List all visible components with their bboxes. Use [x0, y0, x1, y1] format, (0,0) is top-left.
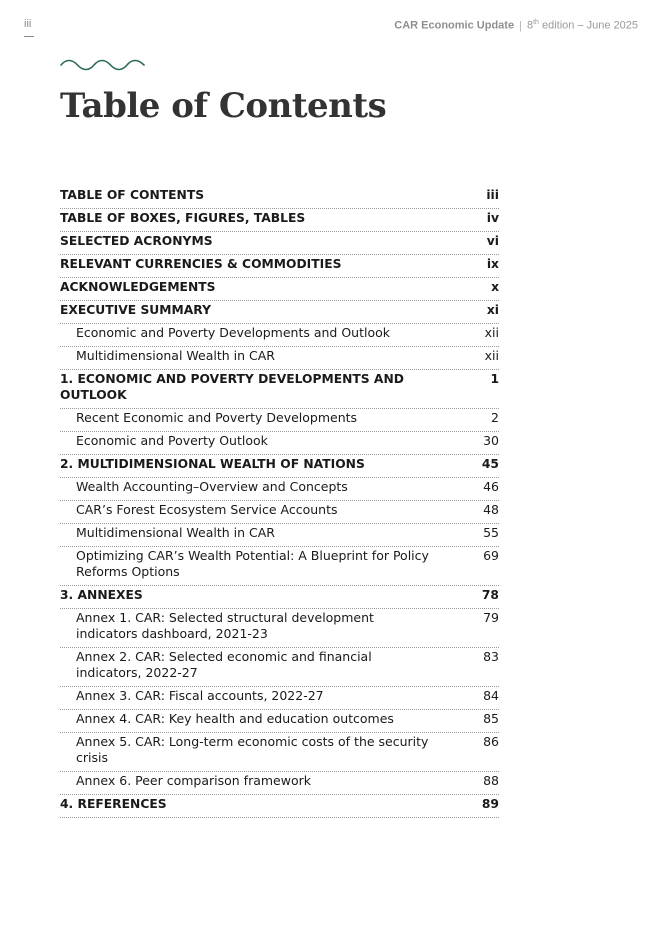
toc-entry[interactable] — [60, 209, 499, 232]
toc-entry-page: 85 — [483, 711, 499, 726]
toc-entry[interactable] — [60, 347, 499, 370]
toc-entry-page: 89 — [481, 797, 499, 811]
publication-title: CAR Economic Update — [394, 19, 515, 32]
toc-entry-page: 86 — [483, 734, 499, 749]
toc-entry[interactable] — [60, 301, 499, 324]
toc-entry[interactable] — [60, 772, 499, 795]
header-separator: | — [519, 19, 522, 32]
toc-entry-label: ACKNOWLEDGEMENTS — [60, 280, 216, 294]
toc-entry-label: TABLE OF CONTENTS — [60, 188, 205, 202]
toc-entry-page: 84 — [483, 688, 499, 703]
toc-entry-label: Optimizing CAR’s Wealth Potential: A Blueprint for Policy Reforms Options — [76, 548, 429, 579]
toc-entry-label: Wealth Accounting–Overview and Concepts — [76, 479, 348, 494]
edition-date: edition – June 2025 — [538, 19, 638, 32]
toc-entry-page: xi — [486, 303, 499, 317]
toc-entry-page: xii — [484, 325, 499, 340]
toc-entry-page: iii — [486, 188, 499, 202]
toc-entry-label: Economic and Poverty Developments and Outlook — [76, 325, 391, 340]
toc-entry[interactable] — [60, 609, 499, 648]
toc-entry-label: 2. MULTIDIMENSIONAL WEALTH OF NATIONS — [60, 457, 365, 471]
toc-entry[interactable] — [60, 370, 499, 409]
toc-entry[interactable] — [60, 255, 499, 278]
toc-entry[interactable] — [60, 547, 499, 586]
toc-entry[interactable] — [60, 186, 499, 209]
toc-entry-label: RELEVANT CURRENCIES & COMMODITIES — [60, 257, 342, 271]
toc-entry[interactable] — [60, 278, 499, 301]
toc-entry-page: 69 — [483, 548, 499, 563]
toc-entry-label: 4. REFERENCES — [60, 797, 167, 811]
toc-entry-page: x — [491, 280, 499, 294]
toc-entry[interactable] — [60, 409, 499, 432]
toc-entry-label: Annex 4. CAR: Key health and education outcomes — [76, 711, 394, 726]
toc-entry-page: 48 — [483, 502, 499, 517]
toc-entry-page: xii — [484, 348, 499, 363]
toc-entry-page: 30 — [483, 433, 499, 448]
toc-entry[interactable] — [60, 648, 499, 687]
toc-entry-label: EXECUTIVE SUMMARY — [60, 303, 211, 317]
toc-entry[interactable] — [60, 324, 499, 347]
page-title: Table of Contents — [60, 86, 387, 126]
toc-entry-label: 1. ECONOMIC AND POVERTY DEVELOPMENTS AND OUTLOOK — [60, 372, 404, 402]
toc-entry[interactable] — [60, 687, 499, 710]
toc-entry[interactable] — [60, 795, 499, 818]
toc-entry-label: Multidimensional Wealth in CAR — [76, 348, 275, 363]
toc-entry-page: 2 — [491, 410, 499, 425]
toc-entry[interactable] — [60, 524, 499, 547]
toc-entry[interactable] — [60, 432, 499, 455]
edition-ordinal: th — [533, 19, 539, 26]
toc-entry-label: TABLE OF BOXES, FIGURES, TABLES — [60, 211, 306, 225]
toc-entry[interactable] — [60, 501, 499, 524]
toc-entry[interactable] — [60, 586, 499, 609]
toc-entry-page: 55 — [483, 525, 499, 540]
toc-entry-label: Annex 1. CAR: Selected structural development indicators dashboard, 2021-23 — [76, 610, 374, 641]
toc-entry-page: 45 — [481, 457, 499, 471]
toc-entry-label: Economic and Poverty Outlook — [76, 433, 268, 448]
toc-entry-label: 3. ANNEXES — [60, 588, 143, 602]
toc-entry-label: Recent Economic and Poverty Developments — [76, 410, 358, 425]
toc-entry-page: ix — [486, 257, 499, 271]
edition-number: 8 — [526, 19, 534, 32]
toc-entry-page: 46 — [483, 479, 499, 494]
toc-entry-label: Annex 5. CAR: Long-term economic costs of the security crisis — [76, 734, 429, 765]
toc-entry[interactable] — [60, 710, 499, 733]
wave-ornament-icon — [60, 58, 146, 72]
toc-entry-page: 1 — [490, 372, 499, 386]
table-of-contents — [60, 186, 499, 818]
toc-entry-page: iv — [486, 211, 499, 225]
toc-entry-page: 78 — [481, 588, 499, 602]
page-number: iii — [24, 18, 32, 30]
toc-entry-label: Multidimensional Wealth in CAR — [76, 525, 275, 540]
toc-entry-label: Annex 3. CAR: Fiscal accounts, 2022-27 — [76, 688, 324, 703]
toc-entry[interactable] — [60, 733, 499, 772]
toc-entry-label: SELECTED ACRONYMS — [60, 234, 213, 248]
toc-entry-page: vi — [486, 234, 499, 248]
toc-entry-page: 88 — [483, 773, 499, 788]
toc-entry[interactable] — [60, 455, 499, 478]
toc-entry[interactable] — [60, 478, 499, 501]
toc-entry-page: 79 — [483, 610, 499, 625]
toc-entry-label: CAR’s Forest Ecosystem Service Accounts — [76, 502, 338, 517]
toc-entry[interactable] — [60, 232, 499, 255]
page-number-underline — [24, 36, 34, 37]
running-header — [394, 19, 638, 32]
toc-entry-page: 83 — [483, 649, 499, 664]
toc-entry-label: Annex 6. Peer comparison framework — [76, 773, 311, 788]
toc-entry-label: Annex 2. CAR: Selected economic and financial indicators, 2022-27 — [76, 649, 372, 680]
